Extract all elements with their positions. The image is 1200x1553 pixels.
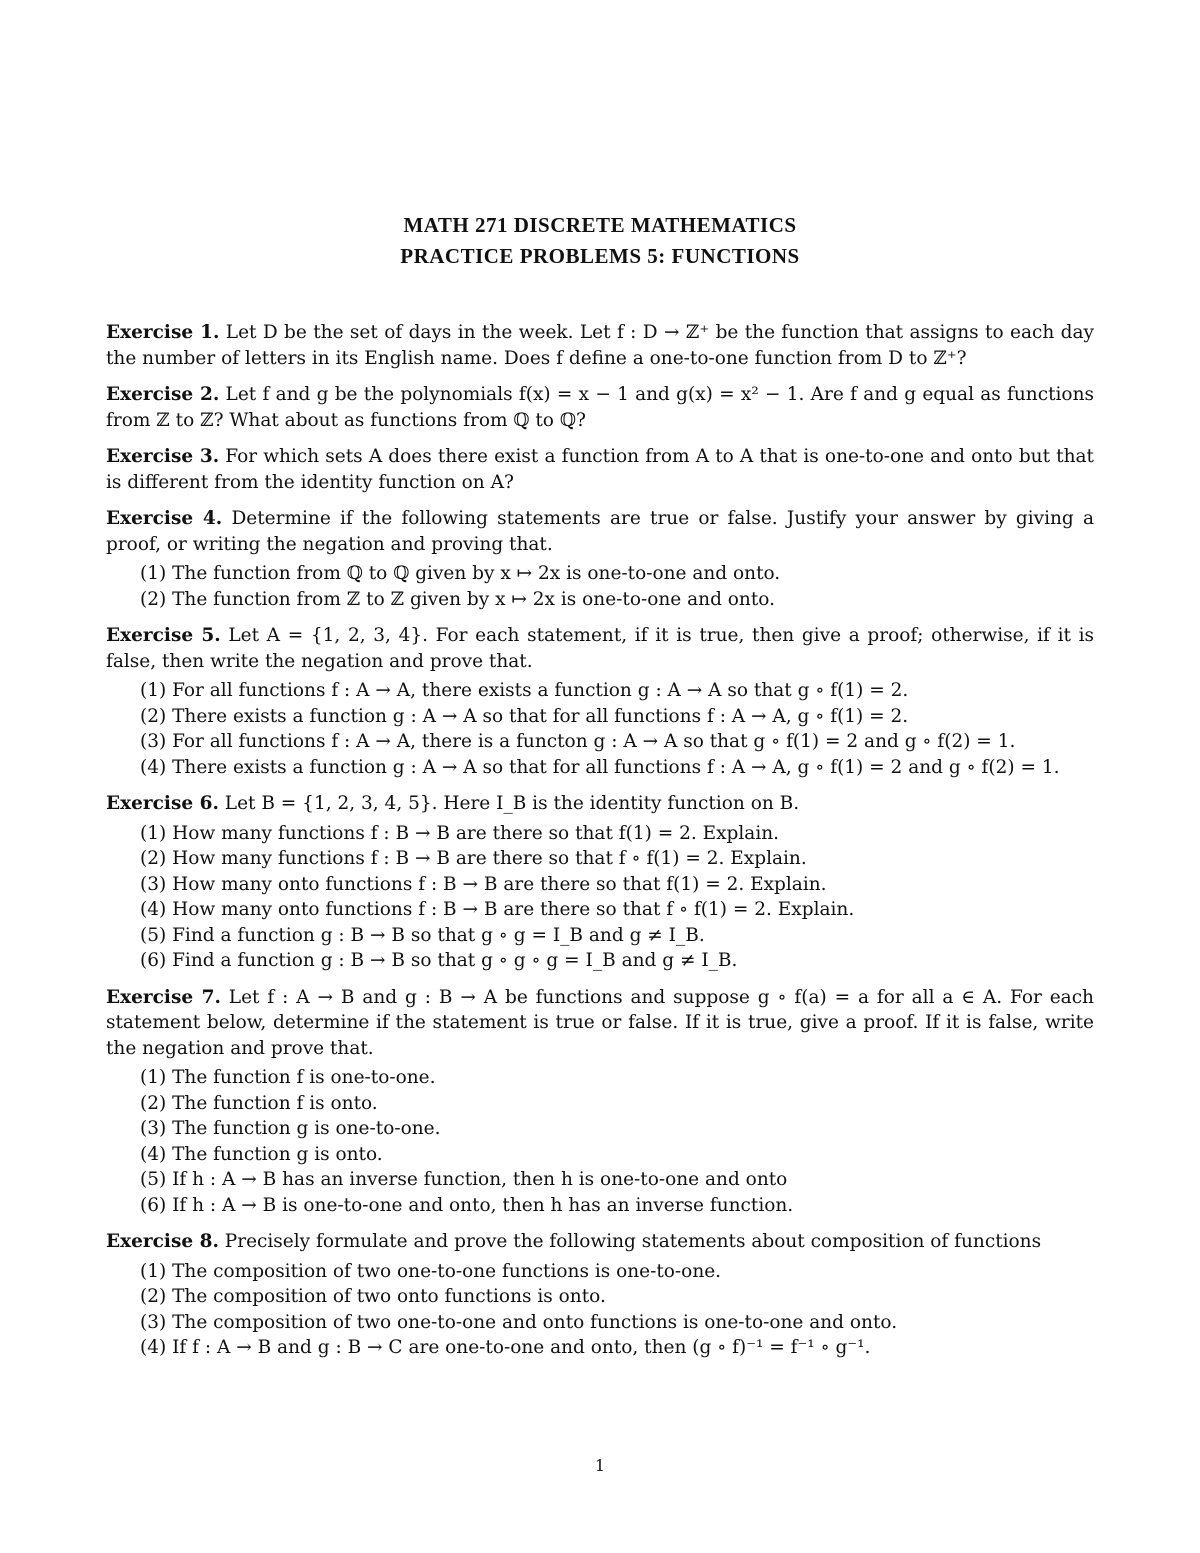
exercise-label: Exercise 8. — [106, 1231, 219, 1252]
exercise-statement — [106, 623, 1094, 674]
exercise-statement — [106, 382, 1094, 433]
exercise-items — [106, 561, 1094, 612]
exercise-item: (3) The function g is one-to-one. — [140, 1118, 441, 1139]
exercise-label: Exercise 5. — [106, 625, 221, 646]
exercise-3 — [106, 444, 1094, 495]
exercise-item: (2) There exists a function g : A → A so that for all functions f : A → A, g ∘ f(1) = 2. — [140, 705, 909, 727]
exercise-text: Let f and g be the polynomials f(x) = x − 1 and g(x) = x² − 1. Are f and g equal as functions from ℤ to ℤ? What about as functions from ℚ to ℚ? — [106, 384, 1094, 431]
exercise-2 — [106, 382, 1094, 433]
exercise-item: (4) The function g is onto. — [140, 1143, 383, 1165]
exercise-item: (1) How many functions f : B → B are there so that f(1) = 2. Explain. — [140, 822, 780, 844]
exercise-list — [106, 320, 1094, 1361]
exercise-label: Exercise 2. — [106, 384, 220, 405]
exercise-text: Let D be the set of days in the week. Let f : D → ℤ⁺ be the function that assigns to each day the number of letters in its English name. Does f define a one-to-one function from D to ℤ⁺? — [106, 322, 1094, 369]
exercise-label: Exercise 4. — [106, 508, 223, 529]
exercise-text: Let A = {1, 2, 3, 4}. For each statement, if it is true, then give a proof; otherwise, if it is false, then write the negation and prove that. — [106, 625, 1094, 672]
exercise-item: (6) If h : A → B is one-to-one and onto, then h has an inverse function. — [140, 1194, 794, 1216]
exercise-text: Let f : A → B and g : B → A be functions and suppose g ∘ f(a) = a for all a ∈ A. For each statement below, determine if the statement is true or false. If it is true, give a proof. If it is false, write the negation and prove that. — [106, 986, 1094, 1059]
exercise-label: Exercise 3. — [106, 446, 220, 467]
exercise-text: Let B = {1, 2, 3, 4, 5}. Here I_B is the identity function on B. — [224, 793, 800, 814]
exercise-item: (3) The composition of two one-to-one and onto functions is one-to-one and onto. — [140, 1311, 898, 1333]
exercise-item: (2) The function f is onto. — [140, 1092, 378, 1114]
exercise-6 — [106, 791, 1094, 974]
exercise-item: (4) If f : A → B and g : B → C are one-to-one and onto, then (g ∘ f)⁻¹ = f⁻¹ ∘ g⁻¹. — [140, 1337, 871, 1358]
exercise-statement — [106, 791, 1094, 817]
exercise-item: (3) For all functions f : A → A, there is a functon g : A → A so that g ∘ f(1) = 2 and g ∘ f(2) = 1. — [140, 731, 1016, 752]
exercise-label: Exercise 1. — [106, 322, 220, 343]
exercise-items — [106, 1065, 1094, 1218]
exercise-text: For which sets A does there exist a function from A to A that is one-to-one and onto but that is different from the identity function on A? — [106, 446, 1094, 493]
exercise-item: (3) How many onto functions f : B → B are there so that f(1) = 2. Explain. — [140, 873, 827, 895]
exercise-item: (4) There exists a function g : A → A so that for all functions f : A → A, g ∘ f(1) = 2 and g ∘ f(2) = 1. — [140, 756, 1060, 778]
exercise-statement — [106, 1229, 1094, 1255]
exercise-item: (5) Find a function g : B → B so that g ∘ g = I_B and g ≠ I_B. — [140, 924, 705, 946]
exercise-statement — [106, 444, 1094, 495]
exercise-5 — [106, 623, 1094, 780]
exercise-item: (4) How many onto functions f : B → B are there so that f ∘ f(1) = 2. Explain. — [140, 899, 855, 920]
exercise-statement — [106, 506, 1094, 557]
exercise-8 — [106, 1229, 1094, 1361]
exercise-item: (1) For all functions f : A → A, there exists a function g : A → A so that g ∘ f(1) = 2. — [140, 680, 909, 701]
exercise-item: (2) The function from ℤ to ℤ given by x ↦ 2x is one-to-one and onto. — [140, 588, 775, 610]
title-line-2: PRACTICE PROBLEMS 5: FUNCTIONS — [400, 244, 800, 268]
exercise-1 — [106, 320, 1094, 371]
exercise-text: Determine if the following statements are true or false. Justify your answer by giving a proof, or writing the negation and proving that. — [106, 508, 1095, 555]
exercise-items — [106, 678, 1094, 780]
document-title — [106, 210, 1094, 272]
page-number: 1 — [594, 1456, 606, 1475]
exercise-item: (2) How many functions f : B → B are there so that f ∘ f(1) = 2. Explain. — [140, 848, 807, 869]
exercise-label: Exercise 7. — [106, 986, 221, 1008]
exercise-item: (1) The function f is one-to-one. — [140, 1067, 436, 1088]
exercise-text: Precisely formulate and prove the following statements about composition of functions — [224, 1231, 1042, 1252]
exercise-item: (2) The composition of two onto functions is onto. — [140, 1286, 606, 1307]
exercise-4 — [106, 506, 1094, 612]
exercise-item: (5) If h : A → B has an inverse function, then h is one-to-one and onto — [140, 1169, 788, 1190]
exercise-item: (1) The function from ℚ to ℚ given by x ↦ 2x is one-to-one and onto. — [140, 563, 781, 584]
exercise-statement — [106, 985, 1094, 1062]
exercise-items — [106, 821, 1094, 974]
title-line-1: MATH 271 DISCRETE MATHEMATICS — [403, 213, 797, 237]
exercise-item: (6) Find a function g : B → B so that g ∘ g ∘ g = I_B and g ≠ I_B. — [140, 950, 738, 971]
exercise-statement — [106, 320, 1094, 371]
exercise-label: Exercise 6. — [106, 793, 219, 814]
exercise-item: (1) The composition of two one-to-one functions is one-to-one. — [140, 1260, 722, 1282]
exercise-items — [106, 1259, 1094, 1361]
exercise-7 — [106, 985, 1094, 1219]
